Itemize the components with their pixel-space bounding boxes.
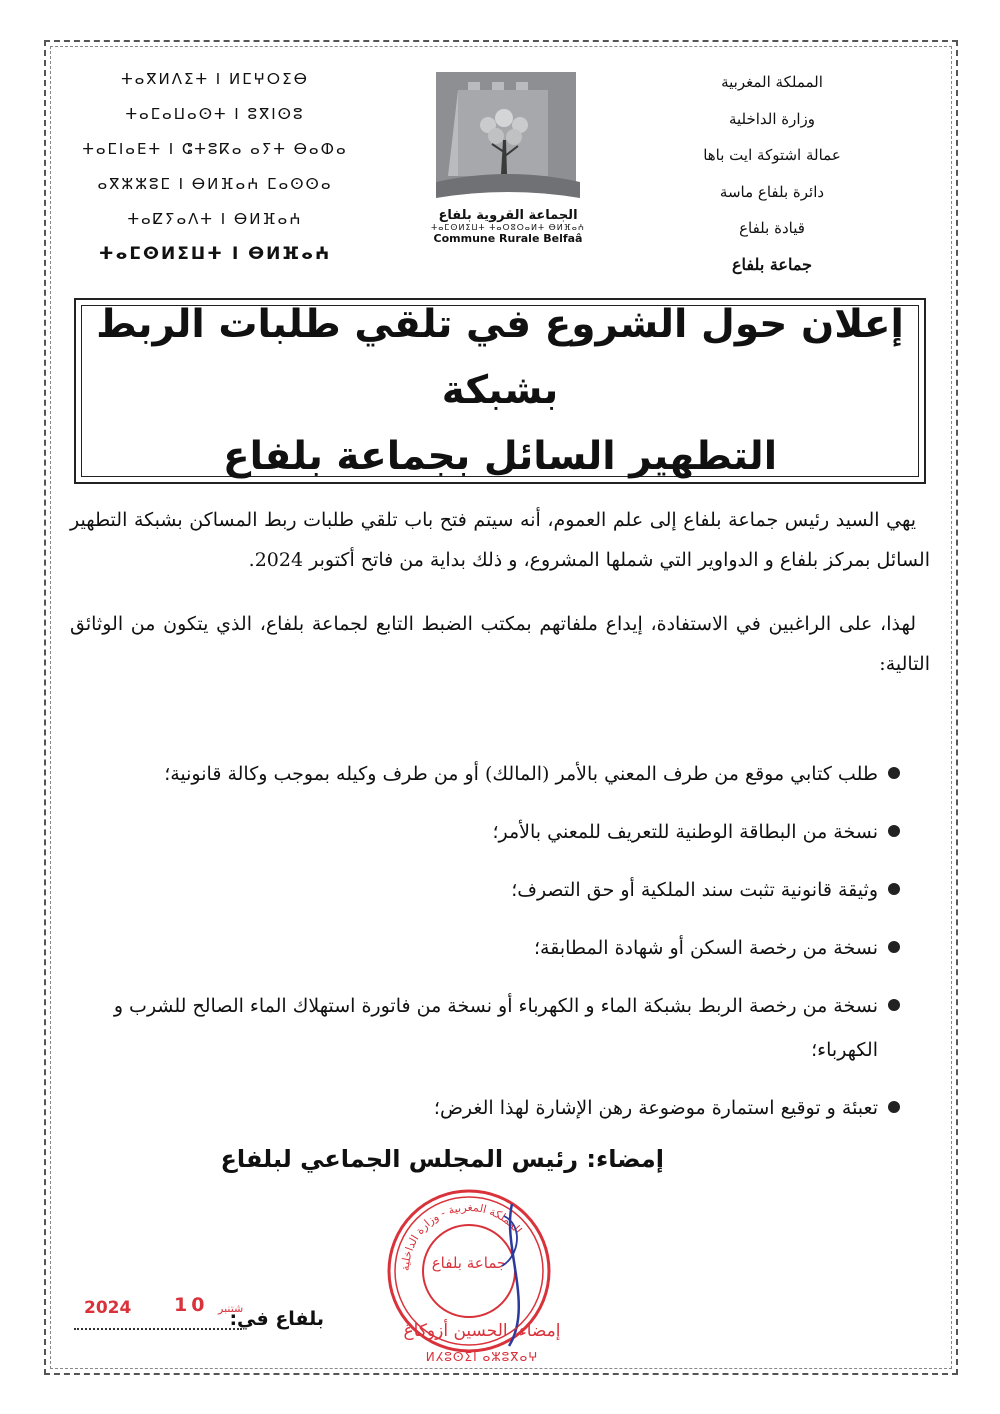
bullet-icon: [888, 1101, 900, 1113]
body-paragraph-2: لهذا، على الراغبين في الاستفادة، إيداع ملفاتهم بمكتب الضبط التابع لجماعة بلفاع، الذي يتكون من الوثائق التالية:: [70, 613, 930, 675]
header-tif-commune: ⵜⴰⵎⵙⵍⵉⵡⵜ ⵏ ⴱⵍⴼⴰⵄ: [98, 244, 332, 264]
header-province: عمالة اشتوكة ايت باها: [703, 146, 841, 164]
header-tif-province: ⵜⴰⵎⵏⴰⴹⵜ ⵏ ⵛⵜⵓⴽⴰ ⴰⵢⵜ ⴱⴰⵀⴰ: [82, 140, 348, 158]
list-item: تعبئة و توقيع استمارة موضوعة رهن الإشارة لهذا الغرض؛: [70, 1086, 878, 1130]
list-item: طلب كتابي موقع من طرف المعني بالأمر (المالك) أو من طرف وكيله بموجب وكالة قانونية؛: [70, 752, 878, 796]
header-tif-kingdom: ⵜⴰⴳⵍⴷⵉⵜ ⵏ ⵍⵎⵖⵔⵉⴱ: [121, 70, 309, 88]
list-item: وثيقة قانونية تثبت سند الملكية أو حق التصرف؛: [70, 868, 878, 912]
signature-title: إمضاء: رئيس المجلس الجماعي لبلفاع: [220, 1145, 664, 1173]
header-tif-district: ⴰⴳⵣⵣⵓⵎ ⵏ ⴱⵍⴼⴰⵄ ⵎⴰⵙⵙⴰ: [97, 175, 333, 193]
bullet-icon: [888, 941, 900, 953]
bullet-icon: [888, 767, 900, 779]
date-day: 10: [174, 1294, 209, 1316]
header-administration-tifinagh: [70, 62, 360, 272]
date-month: شتنبر: [218, 1302, 244, 1315]
date-year: 2024: [84, 1298, 132, 1318]
required-documents-list: [70, 752, 878, 1144]
header-district: دائرة بلفاع ماسة: [719, 182, 825, 201]
bullet-icon: [888, 883, 900, 895]
signer-name-tifinagh: ⵍⵃⵓⵙⵉⵏ ⴰⵣⵓⴳⴰⵖ: [425, 1350, 539, 1364]
logo-emblem-icon: [418, 70, 598, 210]
signer-block: [372, 1318, 592, 1370]
announcement-title-line2: التطهير السائل بجماعة بلفاع: [222, 434, 778, 479]
list-item: نسخة من رخصة السكن أو شهادة المطابقة؛: [70, 926, 878, 970]
header-administration-ar: [652, 64, 892, 283]
stamp-center-text: جماعة بلفاع: [431, 1254, 507, 1272]
header-tif-caidat: ⵜⴰⵇⵢⴰⴷⵜ ⵏ ⴱⵍⴼⴰⵄ: [127, 210, 303, 228]
announcement-title-line1: إعلان حول الشروع في تلقي طلبات الربط بشبكة: [96, 302, 904, 413]
header-tif-ministry: ⵜⴰⵎⴰⵡⴰⵙⵜ ⵏ ⵓⴳⵏⵙⵓ: [125, 105, 305, 123]
logo-name-tifinagh: ⵜⴰⵎⵙⵍⵉⵡⵜ ⵜⴰⵔⵓⵔⴰⵍⵜ ⴱⵍⴼⴰⵄ: [431, 223, 585, 232]
announcement-body: [70, 500, 930, 684]
header-kingdom: المملكة المغربية: [721, 73, 823, 91]
body-paragraph-1: يهي السيد رئيس جماعة بلفاع إلى علم العموم، أنه سيتم فتح باب تلقي طلبات ربط المساكن بشبكة التطهير السائل بمركز بلفاع و الدواوير التي شملها المشروع، و ذلك بداية من فاتح أكتوبر 2024.: [70, 509, 930, 571]
stamp-ring-text: المملكة المغربية - وزارة الداخلية: [398, 1200, 525, 1272]
logo-name-ar: الجماعة القروية بلفاع: [438, 208, 578, 223]
date-dotted-line: [74, 1328, 242, 1330]
place-date: [74, 1290, 324, 1340]
list-item: نسخة من رخصة الربط بشبكة الماء و الكهرباء أو نسخة من فاتورة استهلاك الماء الصالح للشرب و الكهرباء؛: [70, 984, 878, 1072]
bullet-icon: [888, 999, 900, 1011]
header-ministry: وزارة الداخلية: [728, 109, 816, 128]
logo-name-fr: Commune Rurale Belfaâ: [433, 232, 583, 245]
signer-name: إمضاء: الحسين أزوكاغ: [403, 1321, 561, 1341]
announcement-title-box: [74, 298, 926, 484]
place-label: بلفاع في:: [229, 1308, 324, 1330]
list-item: نسخة من البطاقة الوطنية للتعريف للمعني بالأمر؛: [70, 810, 878, 854]
header-commune: جماعة بلفاع: [732, 254, 812, 274]
bullet-icon: [888, 825, 900, 837]
header-caidat: قيادة بلفاع: [739, 219, 805, 237]
commune-logo: [418, 70, 598, 265]
